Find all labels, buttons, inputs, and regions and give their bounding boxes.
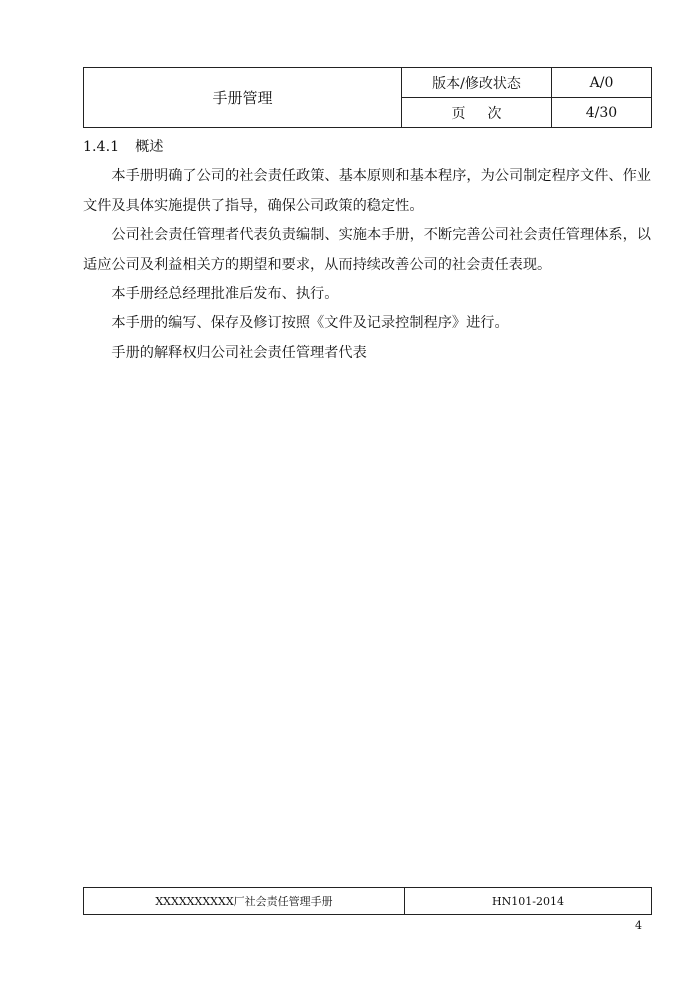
paragraph: 手册的解释权归公司社会责任管理者代表 [111,344,367,361]
paragraph: 本手册明确了公司的社会责任政策、基本原则和基本程序，为公司制定程序文件、作业文件及具体实施提供了指导，确保公司政策的稳定性。 [83,168,651,214]
section-title: 概述 [135,139,164,155]
document-header-table [83,67,652,128]
footer-doc-code: HN101-2014 [405,888,652,915]
version-label: 版本/修改状态 [402,68,552,98]
paragraph: 本手册的编写、保存及修订按照《文件及记录控制程序》进行。 [111,315,509,332]
section-number: 1.4.1 [83,139,120,155]
page-count-value: 4/30 [552,98,652,128]
manual-title: 手册管理 [84,68,402,128]
section-heading [83,133,651,162]
document-footer-table [83,887,652,915]
version-value: A/0 [552,68,652,98]
paragraph: 公司社会责任管理者代表负责编制、实施本手册，不断完善公司社会责任管理体系，以适应公司及利益相关方的期望和要求，从而持续改善公司的社会责任表现。 [83,227,651,273]
page-number: 4 [635,919,642,932]
footer-manual-name: XXXXXXXXXX厂社会责任管理手册 [84,888,405,915]
document-body [83,133,651,368]
page-label: 页次 [451,105,524,122]
paragraph: 本手册经总经理批准后发布、执行。 [111,286,339,303]
